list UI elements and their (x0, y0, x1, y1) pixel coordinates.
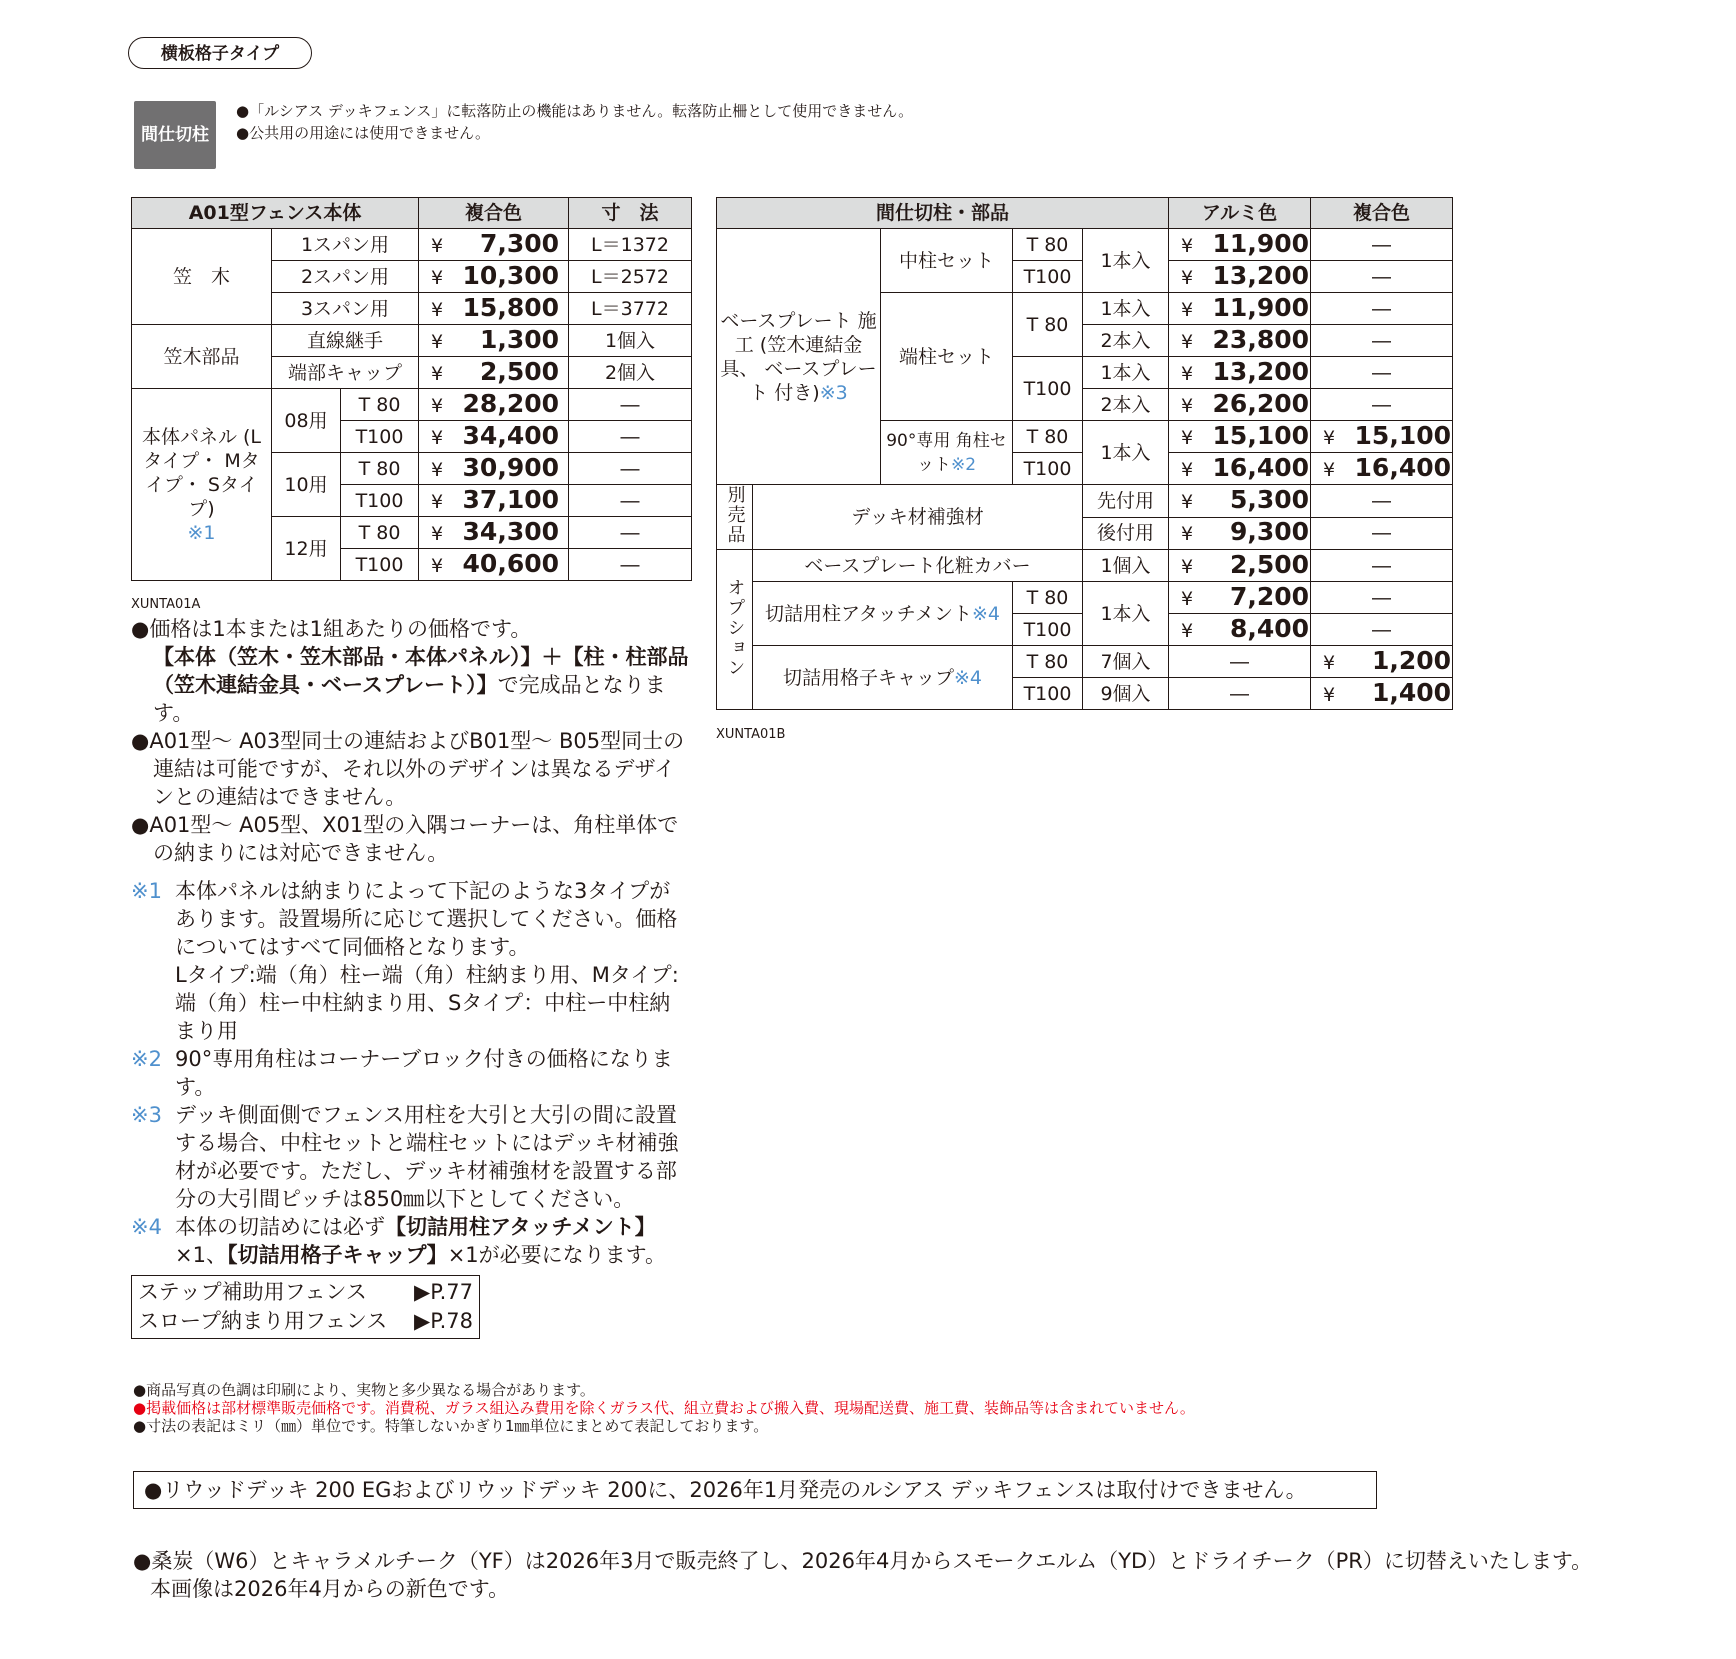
price-cell: ¥ 1,300 (419, 325, 569, 357)
footnote-3: ※3 デッキ側面側でフェンス用柱を大引と大引の間に設置する場合、中柱セットと端柱セットにはデッキ材補強材が必要です。ただし、デッキ材補強材を設置する部分の大引間ピッチは850㎜以下としてください。 (131, 1103, 679, 1211)
thickness: T100 (1013, 678, 1083, 710)
price-cell: ¥ 7,200 (1169, 582, 1311, 614)
qty-cell: 1本入 (1083, 229, 1169, 293)
kasagi-size-label: 2スパン用 (272, 261, 419, 293)
header-a01: A01型フェンス本体 (132, 198, 419, 229)
panel-group: 10用 (272, 453, 341, 517)
thickness: T100 (341, 549, 419, 581)
attach-label: 切詰用柱アタッチメント※4 (753, 582, 1013, 646)
qty-cell: 1個入 (1083, 550, 1169, 582)
price-cell: ¥ 30,900 (419, 453, 569, 485)
thickness: T 80 (1013, 421, 1083, 453)
price-cell: ¥ 26,200 (1169, 389, 1311, 421)
size-cell: L＝2572 (569, 261, 692, 293)
thickness: T 80 (1013, 582, 1083, 614)
kasagi-size-label: 3スパン用 (272, 293, 419, 325)
price-cell: ¥ 23,800 (1169, 325, 1311, 357)
table-a01 (131, 197, 692, 581)
dash-cell: ― (1311, 582, 1453, 614)
dash-cell: ― (1311, 261, 1453, 293)
price-cell: ¥ 37,100 (419, 485, 569, 517)
top-note: ●「ルシアス デッキフェンス」に転落防止の機能はありません。転落防止柵として使用できません。 (236, 102, 914, 120)
price-cell: ¥ 9,300 (1169, 517, 1311, 550)
dash-cell: ― (1169, 646, 1311, 678)
dash-cell: ― (1169, 678, 1311, 710)
top-note: ●公共用の用途には使用できません。 (236, 124, 490, 142)
reference-link[interactable]: ステップ補助用フェンス ▶P.77 (138, 1280, 473, 1304)
price-cell: ¥ 8,400 (1169, 614, 1311, 646)
price-cell: ¥ 1,400 (1311, 678, 1453, 710)
option-label: オプション (717, 550, 753, 710)
note-item: ●A01型～ A05型、X01型の入隅コーナーは、角柱単体での納まりには対応できません。 (131, 813, 679, 865)
kaku-label: 90°専用 角柱セット※2 (881, 421, 1013, 485)
dash-cell: ― (569, 453, 692, 485)
qty-cell: 9個入 (1083, 678, 1169, 710)
thickness: T100 (341, 421, 419, 453)
buhin-item: 端部キャップ (272, 357, 419, 389)
dash-cell: ― (1311, 550, 1453, 582)
dash-cell: ― (1311, 614, 1453, 646)
thickness: T100 (341, 485, 419, 517)
panel-label: 本体パネル (Lタイプ・ Mタイプ・ Sタイプ) ※1 (132, 389, 272, 581)
price-cell: ¥ 10,300 (419, 261, 569, 293)
disclaimer-red: ●掲載価格は部材標準販売価格です。消費税、ガラス組込み費用を除くガラス代、組立費および搬入費、現場配送費、施工費、装飾品等は含まれていません。 (133, 1399, 1195, 1417)
price-cell: ¥ 11,900 (1169, 293, 1311, 325)
header-alumi: アルミ色 (1169, 198, 1311, 229)
footnote-2: ※2 90°専用角柱はコーナーブロック付きの価格になります。 (131, 1047, 673, 1099)
price-cell: ¥ 1,200 (1311, 646, 1453, 678)
warning-box: ●リウッドデッキ 200 EGおよびリウッドデッキ 200に、2026年1月発売のルシアス デッキフェンスは取付けできません。 (133, 1471, 1377, 1509)
post-badge: 間仕切柱 (134, 101, 216, 169)
qty-cell: 2個入 (569, 357, 692, 389)
size-cell: L＝3772 (569, 293, 692, 325)
footnote-1: ※1 本体パネルは納まりによって下記のような3タイプがあります。設置場所に応じて選択してください。価格についてはすべて同価格となります。 Lタイプ:端（角）柱ー端（角）柱納まり用、Mタイプ:端（角）柱ー中柱納まり用、Sタイプ：中柱ー中柱納まり用 (131, 879, 679, 1043)
header-fukugou: 複合色 (1311, 198, 1453, 229)
price-cell: ¥ 28,200 (419, 389, 569, 421)
thickness: T 80 (1013, 229, 1083, 261)
size-cell: L＝1372 (569, 229, 692, 261)
thickness: T 80 (341, 517, 419, 549)
kasagi-size-label: 1スパン用 (272, 229, 419, 261)
note-item: ●価格は1本または1組あたりの価格です。 【本体（笠木・笠木部品・本体パネル）】＋【柱・柱部品（笠木連結金具・ベースプレート）】で完成品となります。 (131, 617, 689, 725)
dash-cell: ― (1311, 357, 1453, 389)
qty-cell: 1本入 (1083, 357, 1169, 389)
footnote-mark: ※1 (187, 521, 216, 544)
disclaimer-notes (133, 1381, 1195, 1435)
thickness: T 80 (341, 389, 419, 421)
price-cell: ¥ 16,400 (1169, 453, 1311, 485)
cap-label: 切詰用格子キャップ※4 (753, 646, 1013, 710)
disclaimer: ●寸法の表記はミリ（㎜）単位です。特筆しないかぎり1㎜単位にまとめて表記しております。 (133, 1417, 769, 1435)
qty-cell: 後付用 (1083, 517, 1169, 550)
note-item: ●A01型～ A03型同士の連結およびB01型～ B05型同士の連結は可能ですが、それ以外のデザインは異なるデザインとの連結はできません。 (131, 729, 685, 809)
price-cell: ¥ 7,300 (419, 229, 569, 261)
naka-label: 中柱セット (881, 229, 1013, 293)
footnote-mark: ※2 (950, 454, 977, 475)
qty-cell: 先付用 (1083, 485, 1169, 518)
qty-cell: 1本入 (1083, 421, 1169, 485)
dash-cell: ― (569, 389, 692, 421)
dash-cell: ― (1311, 293, 1453, 325)
qty-cell: 1本入 (1083, 293, 1169, 325)
buhin-item: 直線継手 (272, 325, 419, 357)
dash-cell: ― (1311, 517, 1453, 550)
price-cell: ¥ 5,300 (1169, 485, 1311, 518)
color-change-note: ●桑炭（W6）とキャラメルチーク（YF）は2026年3月で販売終了し、2026年4月からスモークエルム（YD）とドライチーク（PR）に切替えいたします。 本画像は2026年4月からの新色です。 (133, 1549, 1593, 1601)
buhin-label: 笠木部品 (132, 325, 272, 389)
deck-label: デッキ材補強材 (753, 485, 1083, 550)
base-plate-label: ベースプレート 施 工 (笠木連結金具、 ベースプレート 付き)※3 (717, 229, 881, 485)
dash-cell: ― (1311, 485, 1453, 518)
price-cell: ¥ 13,200 (1169, 261, 1311, 293)
dash-cell: ― (1311, 325, 1453, 357)
qty-cell: 7個入 (1083, 646, 1169, 678)
panel-group: 08用 (272, 389, 341, 453)
disclaimer: ●商品写真の色調は印刷により、実物と多少異なる場合があります。 (133, 1381, 595, 1399)
top-notes (236, 100, 913, 144)
table-code-b: XUNTA01B (716, 727, 786, 742)
dash-cell: ― (1311, 229, 1453, 261)
price-cell: ¥ 13,200 (1169, 357, 1311, 389)
cover-label: ベースプレート化粧カバー (753, 550, 1083, 582)
price-cell: ¥ 15,100 (1311, 421, 1453, 453)
footnote-mark: ※3 (819, 381, 848, 404)
price-cell: ¥ 16,400 (1311, 453, 1453, 485)
dash-cell: ― (569, 517, 692, 549)
dash-cell: ― (569, 549, 692, 581)
price-cell: ¥ 34,300 (419, 517, 569, 549)
thickness: T 80 (1013, 646, 1083, 678)
thickness: T 80 (341, 453, 419, 485)
thickness: T100 (1013, 614, 1083, 646)
qty-cell: 1個入 (569, 325, 692, 357)
price-cell: ¥ 34,400 (419, 421, 569, 453)
dash-cell: ― (569, 485, 692, 517)
dash-cell: ― (569, 421, 692, 453)
qty-cell: 2本入 (1083, 325, 1169, 357)
price-cell: ¥ 2,500 (419, 357, 569, 389)
reference-link[interactable]: スロープ納まり用フェンス ▶P.78 (138, 1309, 473, 1333)
hashi-label: 端柱セット (881, 293, 1013, 421)
notes (131, 615, 691, 1269)
qty-cell: 1本入 (1083, 582, 1169, 646)
type-label: 横板格子タイプ (128, 37, 312, 69)
reference-box (131, 1275, 480, 1339)
kasagi-label: 笠 木 (132, 229, 272, 325)
panel-group: 12用 (272, 517, 341, 581)
thickness: T100 (1013, 357, 1083, 421)
price-cell: ¥ 15,100 (1169, 421, 1311, 453)
footnote-mark: ※4 (971, 602, 1000, 625)
footnote-4: ※4 本体の切詰めには必ず【切詰用柱アタッチメント】×1、【切詰用格子キャップ】×1が必要になります。 (131, 1215, 666, 1267)
footnote-mark: ※4 (954, 666, 983, 689)
thickness: T100 (1013, 261, 1083, 293)
qty-cell: 2本入 (1083, 389, 1169, 421)
thickness: T 80 (1013, 293, 1083, 357)
header-posts: 間仕切柱・部品 (717, 198, 1169, 229)
header-sunpo: 寸 法 (569, 198, 692, 229)
thickness: T100 (1013, 453, 1083, 485)
price-cell: ¥ 40,600 (419, 549, 569, 581)
header-fukugou: 複合色 (419, 198, 569, 229)
bettai-label: 別売品 (717, 485, 753, 550)
table-posts (716, 197, 1453, 710)
table-code-a: XUNTA01A (131, 597, 201, 612)
price-cell: ¥ 15,800 (419, 293, 569, 325)
price-cell: ¥ 2,500 (1169, 550, 1311, 582)
price-cell: ¥ 11,900 (1169, 229, 1311, 261)
dash-cell: ― (1311, 389, 1453, 421)
